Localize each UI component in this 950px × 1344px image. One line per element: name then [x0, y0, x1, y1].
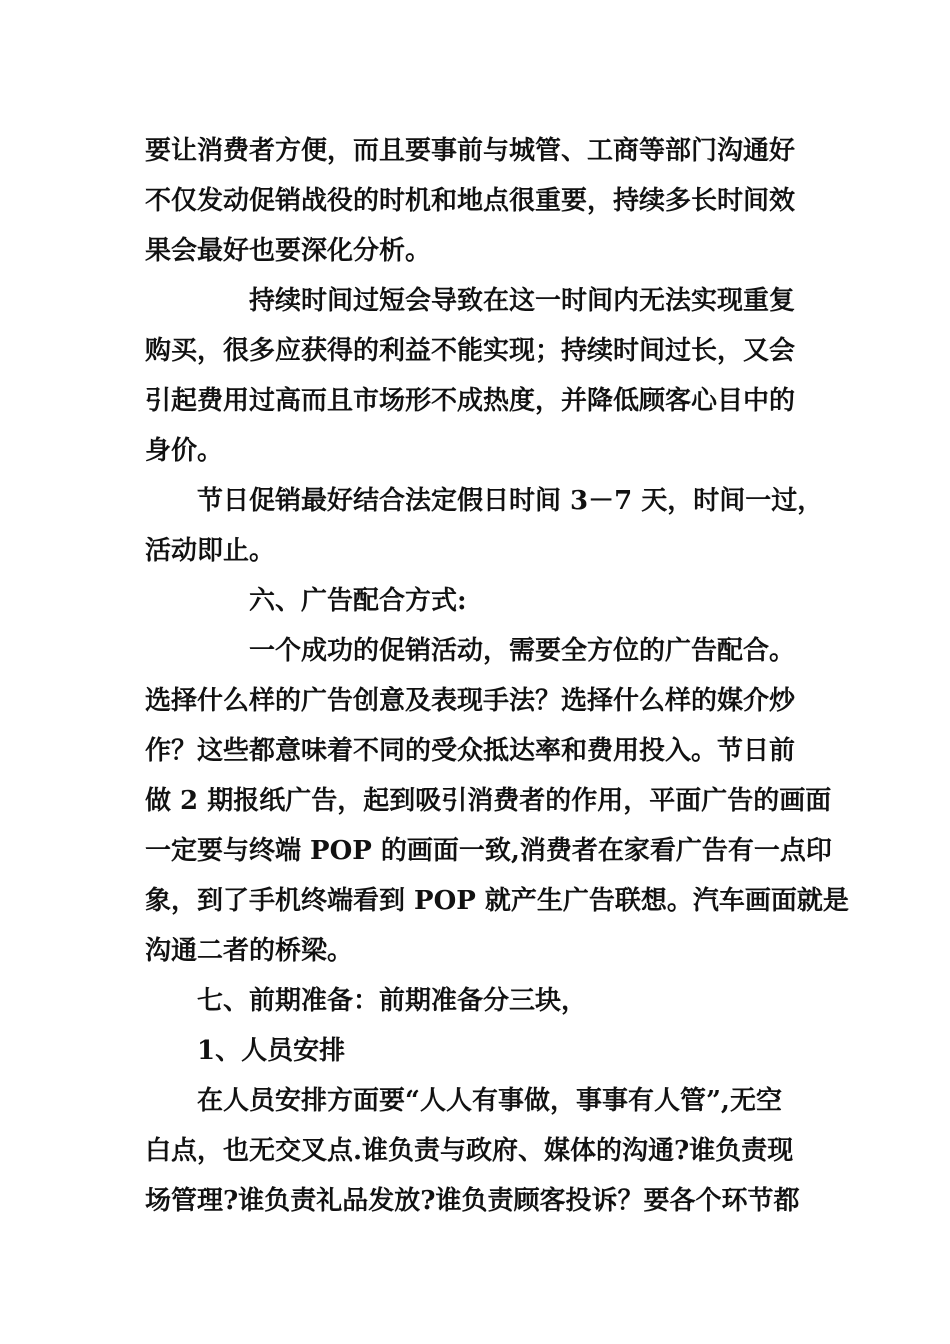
text-line: 不仅发动促销战役的时机和地点很重要，持续多长时间效	[145, 186, 796, 216]
paragraph	[145, 476, 824, 576]
text-line: 要让消费者方便，而且要事前与城管、工商等部门沟通好	[145, 136, 796, 166]
text-line: 1、人员安排	[197, 1036, 346, 1066]
text-line: 果会最好也要深化分析。	[145, 236, 432, 266]
text-line: 在人员安排方面要“人人有事做，事事有人管”,无空	[197, 1086, 782, 1116]
paragraph	[145, 976, 817, 1026]
paragraph	[145, 626, 849, 976]
text-line: 一定要与终端 POP 的画面一致,消费者在家看广告有一点印	[145, 836, 832, 866]
text-line: 七、前期准备：前期准备分三块，	[197, 986, 588, 1016]
text-line: 活动即止。	[145, 536, 276, 566]
text-line: 象，到了手机终端看到 POP 就产生广告联想。汽车画面就是	[145, 886, 849, 916]
text-line: 持续时间过短会导致在这一时间内无法实现重复	[249, 286, 796, 316]
paragraph	[145, 576, 817, 626]
text-line: 六、广告配合方式:	[249, 586, 467, 616]
text-line: 身价。	[145, 436, 224, 466]
text-line: 作？这些都意味着不同的受众抵达率和费用投入。节日前	[145, 736, 796, 766]
text-line: 一个成功的促销活动，需要全方位的广告配合。	[249, 636, 796, 666]
text-line: 选择什么样的广告创意及表现手法？选择什么样的媒介炒	[145, 686, 796, 716]
paragraph	[145, 1026, 817, 1076]
text-line: 购买，很多应获得的利益不能实现；持续时间过长，又会	[145, 336, 796, 366]
text-line: 白点，也无交叉点.谁负责与政府、媒体的沟通?谁负责现	[145, 1136, 794, 1166]
text-line: 沟通二者的桥梁。	[145, 936, 354, 966]
document-body	[145, 126, 849, 1226]
text-line: 节日促销最好结合法定假日时间 3－7 天，时间一过，	[197, 486, 824, 516]
paragraph	[145, 1076, 817, 1226]
text-line: 场管理?谁负责礼品发放?谁负责顾客投诉？要各个环节都	[145, 1186, 800, 1216]
text-line: 做 2 期报纸广告，起到吸引消费者的作用，平面广告的画面	[145, 786, 832, 816]
paragraph	[145, 276, 817, 476]
paragraph	[145, 126, 817, 276]
text-line: 引起费用过高而且市场形不成热度，并降低顾客心目中的	[145, 386, 796, 416]
